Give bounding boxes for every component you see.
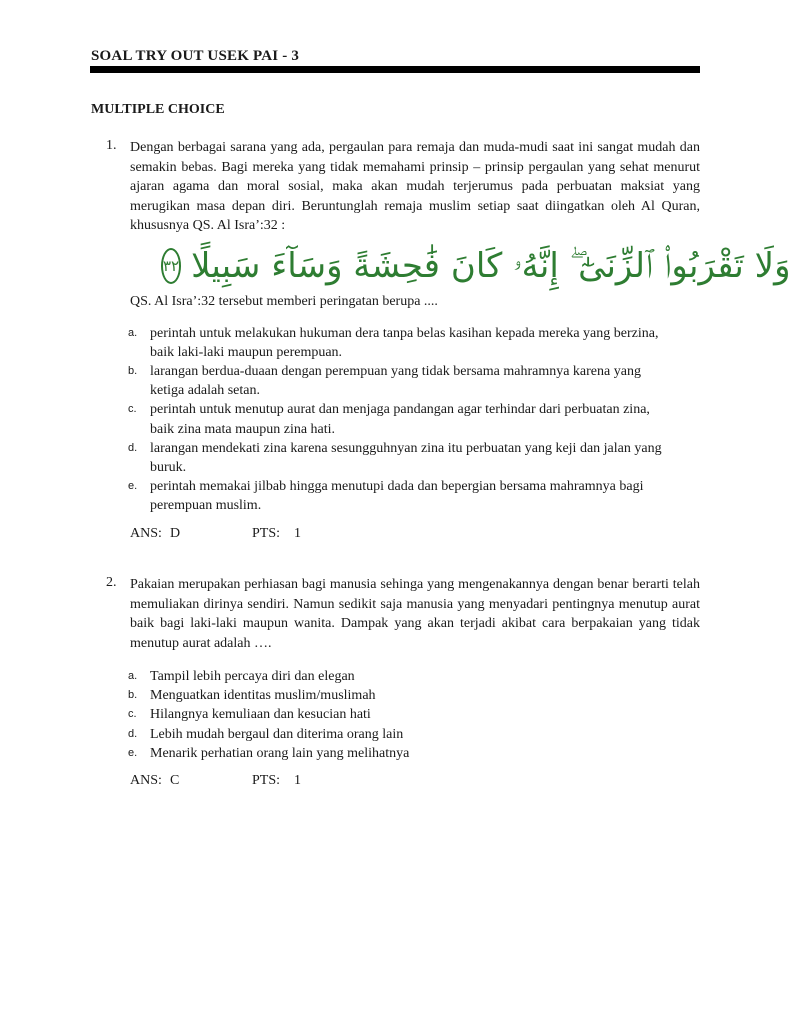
- option-text: perintah untuk melakukan hukuman dera tanpa belas kasihan kepada mereka yang berzina, baik laki-laki maupun perempuan.: [150, 325, 659, 360]
- option-text: Menarik perhatian orang lain yang melihatnya: [150, 745, 410, 761]
- option-letter: e.: [128, 480, 138, 493]
- option-text: larangan mendekati zina karena sesungguhnyan zina itu perbuatan yang keji dan jalan yang buruk.: [150, 440, 662, 475]
- quran-verse-text: وَلَا تَقْرَبُوا۟ ٱلزِّنَىٰٓ ۖ إِنَّهُۥ كَانَ فَٰحِشَةً وَسَآءَ سَبِيلًا: [191, 245, 791, 286]
- option-b[interactable]: [106, 686, 670, 705]
- points-label: PTS:: [252, 525, 281, 541]
- question-number: 2.: [106, 575, 117, 590]
- option-letter: a.: [128, 326, 138, 339]
- option-d[interactable]: [106, 439, 670, 477]
- option-text: perintah memakai jilbab hingga menutupi dada dan bepergian bersama mahramnya bagi perempuan muslim.: [150, 479, 644, 514]
- option-text: Lebih mudah bergaul dan diterima orang lain: [150, 726, 404, 742]
- option-text: perintah untuk menutup aurat dan menjaga pandangan agar terhindar dari perbuatan zina, baik zina mata maupun zina hati.: [150, 402, 650, 437]
- option-e[interactable]: [106, 477, 670, 515]
- option-letter: b.: [128, 689, 138, 702]
- option-text: larangan berdua-duaan dengan perempuan yang tidak bersama mahramnya karena yang ketiga adalah setan.: [150, 363, 641, 399]
- answer-row: [130, 773, 700, 789]
- points-value: 1: [294, 525, 301, 541]
- option-b[interactable]: [106, 362, 670, 400]
- question-text: Pakaian merupakan perhiasan bagi manusia sehinga yang mengenakannya dengan benar berarti telah memuliakan dirinya sendiri. Namun sedikit saja manusia yang menyadari pentingnya menutup aurat baik bagi laki-laki maupun wanita. Dampak yang akan terjadi akibat cara berpakaian yang tidak menutup aurat adalah ….: [130, 577, 700, 651]
- option-letter: c.: [128, 708, 137, 721]
- option-text: Hilangnya kemuliaan dan kesucian hati: [150, 707, 371, 723]
- option-a[interactable]: [106, 324, 670, 362]
- options-list: [106, 324, 700, 516]
- option-e[interactable]: [106, 744, 670, 763]
- answer-row: [130, 526, 700, 542]
- option-letter: c.: [128, 403, 137, 416]
- header-rule: [90, 66, 700, 73]
- question-number: 1.: [106, 138, 117, 153]
- option-c[interactable]: [106, 400, 670, 438]
- section-title: MULTIPLE CHOICE: [91, 102, 225, 117]
- option-a[interactable]: [106, 667, 670, 686]
- options-list: [106, 667, 700, 763]
- option-c[interactable]: [106, 705, 670, 724]
- answer-value: D: [170, 525, 181, 541]
- option-d[interactable]: [106, 725, 670, 744]
- question-1: [106, 138, 791, 542]
- option-letter: a.: [128, 670, 138, 682]
- points-value: 1: [294, 773, 301, 789]
- option-letter: b.: [128, 364, 138, 377]
- option-letter: e.: [128, 746, 138, 759]
- question-text: Dengan berbagai sarana yang ada, pergaulan para remaja dan muda-mudi saat ini sangat mudah dan semakin bebas. Bagi mereka yang tidak memahami prinsip – prinsip pergaulan yang sehat menurut ajaran agama dan moral sosial, maka akan mudah terjerumus pada perbuatan maksiat yang merugikan masa depan diri. Beruntunglah remaja muslim setiap saat diingatkan oleh Al Quran, khususnya QS. Al Isra’:32 :: [130, 140, 700, 233]
- answer-label: ANS:: [130, 773, 162, 789]
- ayah-number-icon: ٣٢: [161, 248, 181, 284]
- option-letter: d.: [128, 727, 138, 740]
- option-text: Tampil lebih percaya diri dan elegan: [150, 669, 355, 684]
- quran-verse: [161, 242, 791, 290]
- question-prompt: QS. Al Isra’:32 tersebut memberi peringatan berupa ....: [130, 293, 438, 309]
- option-text: Menguatkan identitas muslim/muslimah: [150, 688, 376, 704]
- points-label: PTS:: [252, 773, 281, 789]
- answer-value: C: [170, 773, 180, 789]
- option-letter: d.: [128, 441, 138, 454]
- document-title: SOAL TRY OUT USEK PAI - 3: [91, 48, 300, 64]
- question-2: [106, 575, 700, 789]
- answer-label: ANS:: [130, 525, 162, 541]
